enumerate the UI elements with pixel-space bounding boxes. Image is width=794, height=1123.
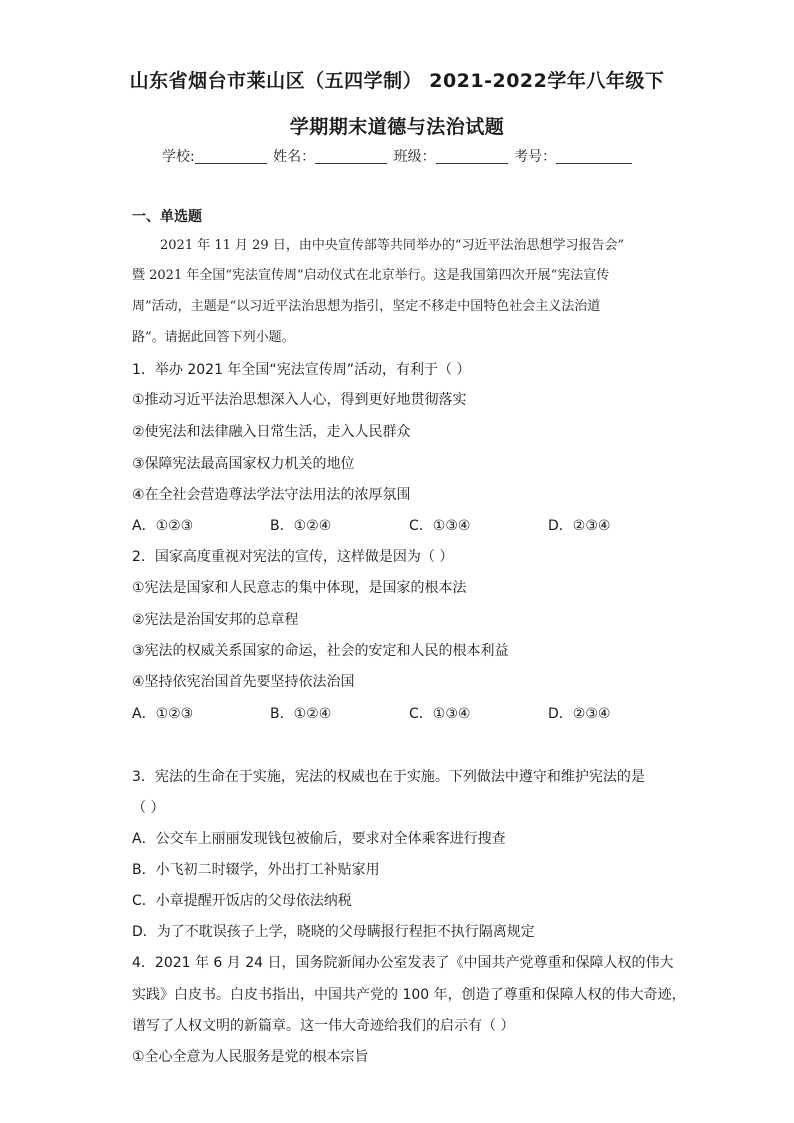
q1-stem: 1．举办 2021 年全国“宪法宣传周”活动，有利于（ ） [132, 362, 471, 378]
exam-title-line2: 学期期末道德与法治试题 [289, 116, 505, 138]
q1-option-b[interactable]: B．①②④ [270, 518, 332, 534]
q2-option-c[interactable]: C．①③④ [409, 706, 471, 722]
q4-item-1: ①全心全意为人民服务是党的根本宗旨 [132, 1049, 369, 1065]
exam-title-line1: 山东省烟台市莱山区（五四学制） 2021-2022学年八年级下 [129, 70, 665, 92]
class-label: 班级： [393, 149, 436, 165]
student-info-row [162, 146, 634, 166]
q4-stem-line1: 4．2021 年 6 月 24 日，国务院新闻办公室发表了《中国共产党尊重和保障人权的伟大 [132, 955, 674, 971]
q3-stem-line1: 3．宪法的生命在于实施，宪法的权威也在于实施。下列做法中遵守和维护宪法的是 [132, 769, 645, 785]
q2-stem: 2．国家高度重视对宪法的宣传，这样做是因为（ ） [132, 549, 454, 565]
q2-option-b[interactable]: B．①②④ [270, 706, 332, 722]
exam-no-label: 考号： [514, 149, 557, 165]
q2-option-a[interactable]: A．①②③ [132, 706, 194, 722]
class-blank[interactable] [436, 149, 508, 164]
school-label: 学校: [162, 149, 195, 165]
q1-option-a[interactable]: A．①②③ [132, 518, 194, 534]
q2-option-d[interactable]: D．②③④ [548, 706, 611, 722]
q1-option-d[interactable]: D．②③④ [548, 518, 611, 534]
material-line: 周”活动，主题是“以习近平法治思想为指引，坚定不移走中国特色社会主义法治道 [132, 299, 601, 314]
q1-option-c[interactable]: C．①③④ [409, 518, 471, 534]
exam-no-blank[interactable] [556, 149, 632, 164]
name-label: 姓名： [273, 149, 316, 165]
q3-option-a[interactable]: A．公交车上丽丽发现钱包被偷后，要求对全体乘客进行搜查 [132, 831, 506, 847]
section-title: 一、单选题 [132, 209, 202, 225]
q1-item-2: ②使宪法和法律融入日常生活，走入人民群众 [132, 424, 411, 440]
q2-item-2: ②宪法是治国安邦的总章程 [132, 612, 299, 628]
q3-option-c[interactable]: C．小章提醒开饭店的父母依法纳税 [132, 893, 352, 909]
q3-option-d[interactable]: D．为了不耽误孩子上学，晓晓的父母瞒报行程拒不执行隔离规定 [132, 924, 535, 940]
material-line: 2021 年 11 月 29 日，由中央宣传部等共同举办的“习近平法治思想学习报告会” [160, 238, 625, 253]
material-line: 暨 2021 年全国“宪法宣传周”启动仪式在北京举行。这是我国第四次开展“宪法宣传 [132, 268, 610, 283]
q1-item-3: ③保障宪法最高国家权力机关的地位 [132, 456, 355, 472]
q1-item-4: ④在全社会营造尊法学法守法用法的浓厚氛围 [132, 487, 411, 503]
q4-stem-line3: 谱写了人权文明的新篇章。这一伟大奇迹给我们的启示有（ ） [132, 1018, 515, 1034]
q2-item-1: ①宪法是国家和人民意志的集中体现，是国家的根本法 [132, 580, 467, 596]
q3-option-b[interactable]: B．小飞初二时辍学，外出打工补贴家用 [132, 862, 380, 878]
school-blank[interactable] [195, 149, 267, 164]
material-line: 路”。请据此回答下列小题。 [132, 330, 295, 345]
name-blank[interactable] [315, 149, 387, 164]
q2-item-4: ④坚持依宪治国首先要坚持依法治国 [132, 674, 355, 690]
q4-stem-line2: 实践》白皮书。白皮书指出，中国共产党的 100 年，创造了尊重和保障人权的伟大奇迹， [132, 987, 686, 1003]
q1-item-1: ①推动习近平法治思想深入人心，得到更好地贯彻落实 [132, 392, 467, 408]
q3-stem-line2: （ ） [132, 800, 165, 816]
q2-item-3: ③宪法的权威关系国家的命运，社会的安定和人民的根本利益 [132, 643, 509, 659]
